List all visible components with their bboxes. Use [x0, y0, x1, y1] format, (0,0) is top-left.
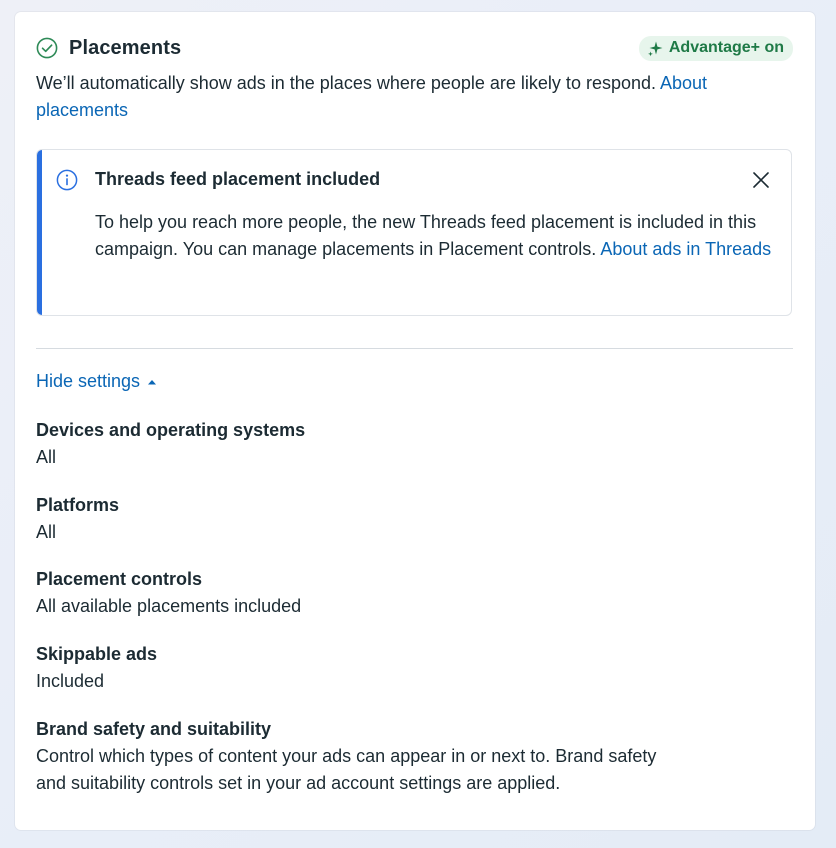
- about-ads-in-threads-link[interactable]: About ads in Threads: [600, 239, 772, 259]
- sparkle-icon: [647, 40, 664, 57]
- section-title: Placements: [69, 36, 182, 59]
- notice-title: Threads feed placement included: [95, 169, 381, 189]
- section-description: [36, 70, 776, 124]
- setting-label: Placement controls: [36, 569, 203, 589]
- advantage-badge: [639, 36, 793, 61]
- threads-notice: [36, 149, 792, 316]
- setting-placement-controls: [36, 566, 796, 620]
- hide-settings-label: Hide settings: [36, 371, 141, 391]
- setting-label: Devices and operating systems: [36, 420, 306, 440]
- advantage-badge-label: Advantage+ on: [668, 39, 784, 56]
- setting-label: Skippable ads: [36, 644, 158, 664]
- section-divider: [36, 348, 793, 349]
- info-icon: [56, 169, 78, 191]
- placements-card: [15, 12, 815, 830]
- check-circle-icon: [36, 37, 58, 59]
- setting-label: Platforms: [36, 495, 120, 515]
- setting-brand-safety: [36, 716, 676, 797]
- placements-header: [36, 34, 793, 62]
- notice-accent-bar: [37, 150, 42, 315]
- setting-value: All: [36, 447, 57, 467]
- notice-body: [95, 209, 780, 263]
- close-icon[interactable]: [751, 170, 771, 190]
- setting-value: Control which types of content your ads can appear in or next to. Brand safety and suitability controls set in your ad account settings are applied.: [36, 746, 657, 793]
- description-text: We’ll automatically show ads in the places where people are likely to respond.: [36, 73, 656, 93]
- setting-value: All available placements included: [36, 596, 302, 616]
- setting-skippable-ads: [36, 641, 796, 695]
- about-placements-link[interactable]: About placements: [36, 73, 708, 120]
- setting-platforms: [36, 492, 796, 546]
- caret-up-icon: [146, 377, 158, 387]
- setting-devices: [36, 417, 796, 471]
- hide-settings-toggle[interactable]: [36, 371, 158, 392]
- notice-body-text: To help you reach more people, the new Threads feed placement is included in this campaign. You can manage placements in Placement controls.: [95, 212, 757, 259]
- setting-value: All: [36, 522, 57, 542]
- setting-value: Included: [36, 671, 105, 691]
- setting-label: Brand safety and suitability: [36, 719, 272, 739]
